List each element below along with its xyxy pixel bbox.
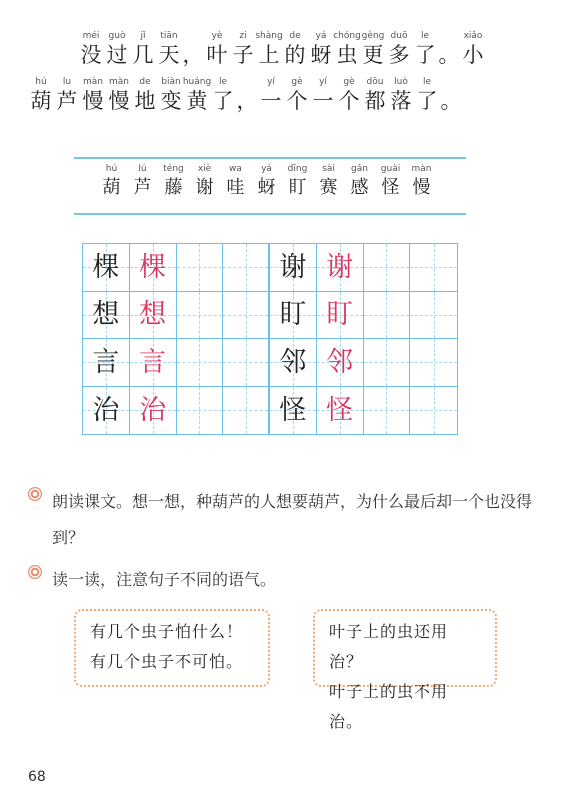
writing-cell xyxy=(177,339,224,387)
writing-cell xyxy=(223,339,270,387)
pinyin-label: xiè xyxy=(197,164,212,174)
pinyin-label: yí xyxy=(319,77,327,87)
writing-cell xyxy=(130,387,177,435)
writing-grid xyxy=(82,243,458,435)
trace-character: 治 xyxy=(139,394,167,426)
pinyin-label: tiān xyxy=(160,31,178,41)
pinyin-label: hú xyxy=(105,164,118,174)
ruby-character xyxy=(78,30,104,68)
ruby-character xyxy=(334,30,360,68)
hanzi-character: 的 xyxy=(284,43,306,67)
exercise-bullet-icon xyxy=(28,565,42,579)
hanzi-character: 地 xyxy=(134,89,156,113)
trace-character: 棵 xyxy=(139,251,167,283)
pinyin-label: lú xyxy=(138,164,147,174)
hanzi-character: 慢 xyxy=(108,89,130,113)
writing-cell xyxy=(270,387,317,435)
ruby-character xyxy=(414,76,440,114)
model-character: 盯 xyxy=(279,299,307,331)
pinyin-label: màn xyxy=(109,77,129,87)
hanzi-character: 蚜 xyxy=(310,43,332,67)
trace-character: 想 xyxy=(139,299,167,331)
writing-cell xyxy=(270,244,317,292)
hanzi-character: 了 xyxy=(414,43,436,67)
ruby-character xyxy=(132,76,158,114)
ruby-character xyxy=(130,30,156,68)
hanzi-character: 谢 xyxy=(195,177,214,198)
hanzi-character: 葫 xyxy=(30,89,52,113)
ruby-character xyxy=(80,76,106,114)
pinyin-label: duō xyxy=(390,31,408,41)
pinyin-label: jǐ xyxy=(140,31,146,41)
writing-cell xyxy=(317,339,364,387)
hanzi-character: 藤 xyxy=(164,177,183,198)
pinyin-label: de xyxy=(289,31,301,41)
ruby-character xyxy=(158,163,189,201)
pinyin-label: màn xyxy=(83,77,103,87)
writing-cell xyxy=(317,292,364,340)
writing-cell xyxy=(410,292,457,340)
pinyin-label: le xyxy=(422,77,432,87)
dialog-sentence: 有几个虫子不可怕。 xyxy=(90,652,244,671)
hanzi-character: 虫 xyxy=(336,43,358,67)
writing-cell xyxy=(177,387,224,435)
pinyin-label: màn xyxy=(411,164,432,174)
hanzi-character: 慢 xyxy=(412,177,431,198)
hanzi-character: 感 xyxy=(350,177,369,198)
ruby-character xyxy=(375,163,406,201)
hanzi-character: ， xyxy=(236,89,258,113)
hanzi-character: 都 xyxy=(364,89,386,113)
ruby-character xyxy=(127,163,158,201)
hanzi-character: 没 xyxy=(80,43,102,67)
hanzi-character: 个 xyxy=(286,89,308,113)
writing-cell xyxy=(223,387,270,435)
pinyin-label: huáng xyxy=(182,77,212,87)
hanzi-character: 天 xyxy=(158,43,180,67)
writing-cell xyxy=(364,292,411,340)
hanzi-character: 盯 xyxy=(288,177,307,198)
pinyin-label: hú xyxy=(35,77,47,87)
hanzi-character: 葫 xyxy=(102,177,121,198)
ruby-character xyxy=(204,30,230,68)
hanzi-character: 芦 xyxy=(133,177,152,198)
model-character: 邻 xyxy=(279,346,307,378)
hanzi-character: 小 xyxy=(462,43,484,67)
writing-cell xyxy=(83,292,130,340)
hanzi-character: 几 xyxy=(132,43,154,67)
model-character: 想 xyxy=(92,299,120,331)
model-character: 怪 xyxy=(279,394,307,426)
writing-cell xyxy=(223,292,270,340)
writing-cell xyxy=(410,387,457,435)
writing-cell xyxy=(83,339,130,387)
pinyin-label: guài xyxy=(380,164,401,174)
exercise-2 xyxy=(28,562,532,598)
model-character: 言 xyxy=(92,346,120,378)
writing-cell xyxy=(364,244,411,292)
pinyin-label: gè xyxy=(291,77,303,87)
pinyin-label: dōu xyxy=(366,77,384,87)
trace-character: 邻 xyxy=(326,346,354,378)
writing-cell xyxy=(177,292,224,340)
pinyin-label: zi xyxy=(239,31,247,41)
page-number: 68 xyxy=(28,769,46,785)
model-character: 棵 xyxy=(92,251,120,283)
hanzi-character: 变 xyxy=(160,89,182,113)
ruby-character xyxy=(256,30,282,68)
hanzi-character: 个 xyxy=(338,89,360,113)
ruby-character xyxy=(210,76,236,114)
writing-cell xyxy=(223,244,270,292)
pinyin-label: téng xyxy=(163,164,184,174)
hanzi-character: 怪 xyxy=(381,177,400,198)
ruby-character xyxy=(460,30,486,68)
pinyin-label: shàng xyxy=(255,31,283,41)
hanzi-character: 一 xyxy=(312,89,334,113)
model-character: 治 xyxy=(92,394,120,426)
pinyin-label: yá xyxy=(315,31,327,41)
pinyin-label: le xyxy=(420,31,430,41)
ruby-character xyxy=(336,76,362,114)
hanzi-character: 多 xyxy=(388,43,410,67)
writing-cell xyxy=(270,339,317,387)
ruby-character xyxy=(54,76,80,114)
ruby-character xyxy=(184,76,210,114)
exercise-1 xyxy=(28,484,532,556)
ruby-character xyxy=(220,163,251,201)
writing-cell xyxy=(83,244,130,292)
trace-character: 盯 xyxy=(326,299,354,331)
story-line-2 xyxy=(28,76,462,114)
ruby-character xyxy=(362,76,388,114)
ruby-character xyxy=(310,76,336,114)
pinyin-label: dīng xyxy=(287,164,308,174)
ruby-character xyxy=(28,76,54,114)
dialog-box-left xyxy=(74,609,270,687)
pinyin-label: yè xyxy=(211,31,223,41)
ruby-character xyxy=(386,30,412,68)
pinyin-label: gǎn xyxy=(351,164,368,174)
punctuation xyxy=(236,76,258,114)
writing-cell xyxy=(83,387,130,435)
pinyin-label: de xyxy=(139,77,151,87)
ruby-character xyxy=(189,163,220,201)
trace-character: 怪 xyxy=(326,394,354,426)
ruby-character xyxy=(412,30,438,68)
pinyin-label: yá xyxy=(261,164,272,174)
ruby-character xyxy=(158,76,184,114)
ruby-character xyxy=(96,163,127,201)
ruby-character xyxy=(106,76,132,114)
ruby-character xyxy=(282,30,308,68)
punctuation xyxy=(440,76,462,114)
vocabulary-band xyxy=(74,157,466,215)
hanzi-character: ， xyxy=(182,43,204,67)
pinyin-label: gèng xyxy=(361,31,385,41)
ruby-character xyxy=(308,30,334,68)
writing-cell xyxy=(410,339,457,387)
writing-cell xyxy=(317,387,364,435)
ruby-character xyxy=(104,30,130,68)
ruby-character xyxy=(282,163,313,201)
pinyin-label: xiǎo xyxy=(463,31,483,41)
hanzi-character: 芦 xyxy=(56,89,78,113)
ruby-character xyxy=(388,76,414,114)
trace-character: 谢 xyxy=(326,251,354,283)
writing-cell xyxy=(364,339,411,387)
hanzi-character: 更 xyxy=(362,43,384,67)
hanzi-character: 一 xyxy=(260,89,282,113)
writing-cell xyxy=(410,244,457,292)
ruby-character xyxy=(258,76,284,114)
exercise-text: 朗读课文。想一想，种葫芦的人想要葫芦，为什么最后却一个也没得到？ xyxy=(52,492,533,547)
hanzi-character: 叶 xyxy=(206,43,228,67)
dialog-sentence: 叶子上的虫还用治？ xyxy=(329,622,449,671)
hanzi-character: 上 xyxy=(258,43,280,67)
pinyin-label: gè xyxy=(343,77,355,87)
pinyin-label: lu xyxy=(62,77,72,87)
writing-cell xyxy=(130,292,177,340)
vocabulary-row xyxy=(96,163,437,201)
model-character: 谢 xyxy=(279,251,307,283)
writing-cell xyxy=(364,387,411,435)
ruby-character xyxy=(360,30,386,68)
hanzi-character: 落 xyxy=(390,89,412,113)
exercise-bullet-icon xyxy=(28,487,42,501)
ruby-character xyxy=(313,163,344,201)
hanzi-character: 了 xyxy=(416,89,438,113)
hanzi-character: 哇 xyxy=(226,177,245,198)
writing-cell xyxy=(130,339,177,387)
pinyin-label: chóng xyxy=(333,31,361,41)
punctuation xyxy=(438,30,460,68)
story-line-1 xyxy=(78,30,486,68)
pinyin-label: guò xyxy=(108,31,126,41)
writing-cell xyxy=(317,244,364,292)
pinyin-label: wa xyxy=(229,164,242,174)
hanzi-character: 蚜 xyxy=(257,177,276,198)
ruby-character xyxy=(251,163,282,201)
hanzi-character: 。 xyxy=(440,89,462,113)
writing-cell xyxy=(177,244,224,292)
ruby-character xyxy=(344,163,375,201)
writing-cell xyxy=(270,292,317,340)
dialog-sentence: 有几个虫子怕什么！ xyxy=(90,622,244,641)
hanzi-character: 过 xyxy=(106,43,128,67)
hanzi-character: 了 xyxy=(212,89,234,113)
ruby-character xyxy=(230,30,256,68)
dialog-box-right xyxy=(313,609,497,731)
punctuation xyxy=(182,30,204,68)
hanzi-character: 黄 xyxy=(186,89,208,113)
ruby-character xyxy=(406,163,437,201)
pinyin-label: le xyxy=(218,77,228,87)
hanzi-character: 赛 xyxy=(319,177,338,198)
pinyin-label: biàn xyxy=(161,77,181,87)
writing-cell xyxy=(130,244,177,292)
hanzi-character: 子 xyxy=(232,43,254,67)
ruby-character xyxy=(156,30,182,68)
exercise-text: 读一读，注意句子不同的语气。 xyxy=(52,570,277,589)
ruby-character xyxy=(284,76,310,114)
trace-character: 言 xyxy=(139,346,167,378)
pinyin-label: luò xyxy=(394,77,408,87)
pinyin-label: yí xyxy=(267,77,275,87)
dialog-sentence: 叶子上的虫不用治。 xyxy=(329,682,449,731)
pinyin-label: sài xyxy=(322,164,335,174)
pinyin-label: méi xyxy=(82,31,100,41)
hanzi-character: 。 xyxy=(438,43,460,67)
hanzi-character: 慢 xyxy=(82,89,104,113)
